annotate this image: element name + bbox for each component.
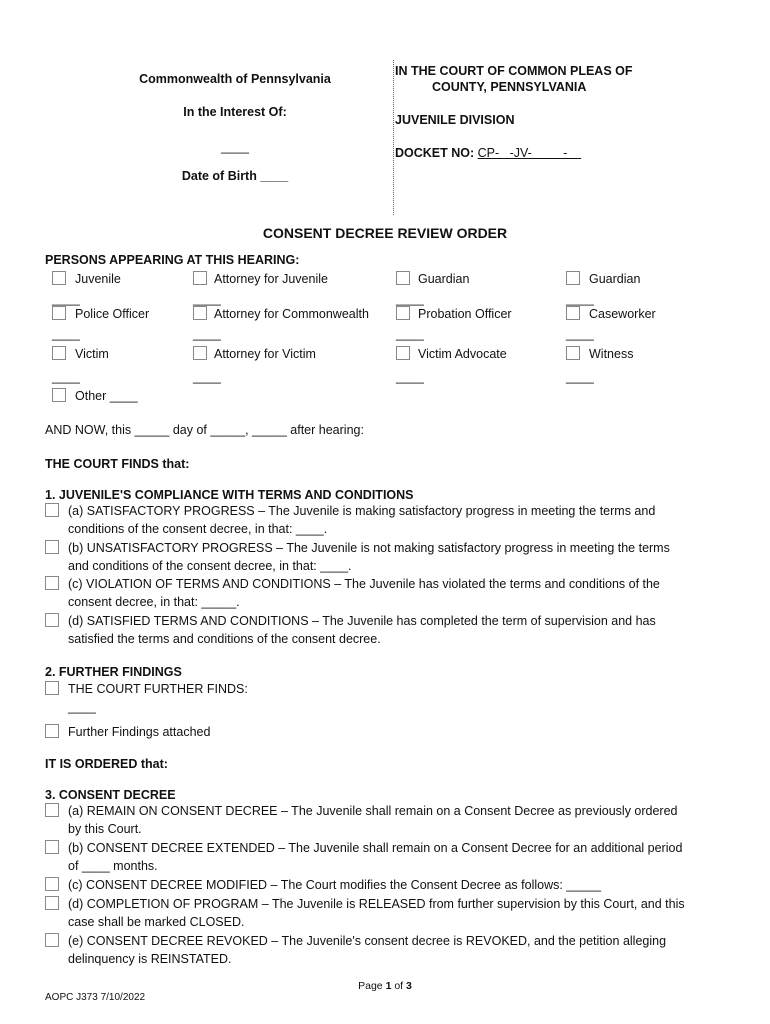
person-checkbox[interactable]: [193, 346, 207, 360]
option-checkbox[interactable]: [45, 503, 59, 517]
section1-heading: 1. JUVENILE'S COMPLIANCE WITH TERMS AND CONDITIONS: [45, 488, 414, 502]
option-text-line2: conditions of the consent decree, in that: ____.: [68, 522, 328, 536]
person-label: Police Officer: [75, 307, 150, 321]
option-checkbox[interactable]: [45, 840, 59, 854]
option-text-line1: (c) VIOLATION OF TERMS AND CONDITIONS – The Juvenile has violated the terms and conditions of the: [68, 577, 660, 591]
option-text-line1: (e) CONSENT DECREE REVOKED – The Juvenile's consent decree is REVOKED, and the petition alleging: [68, 934, 667, 948]
option-text-line2: delinquency is REINSTATED.: [68, 952, 232, 966]
person-blank[interactable]: ____: [396, 370, 424, 384]
further-finds-label: THE COURT FURTHER FINDS:: [68, 682, 248, 696]
and-now-line[interactable]: AND NOW, this _____ day of _____, _____ after hearing:: [45, 423, 364, 437]
section3-heading: 3. CONSENT DECREE: [45, 788, 176, 802]
option-text-line2: consent decree, in that: _____.: [68, 595, 240, 609]
option-text-line2: and conditions of the consent decree, in that: ____.: [68, 559, 352, 573]
option-text-line2: by this Court.: [68, 822, 142, 836]
person-blank[interactable]: ____: [52, 370, 80, 384]
page-current: 1: [385, 980, 392, 992]
person-label: Victim Advocate: [418, 347, 507, 361]
persons-heading: PERSONS APPEARING AT THIS HEARING:: [45, 253, 300, 267]
findings-attached-label: Further Findings attached: [68, 725, 211, 739]
option-text-line2: satisfied the terms and conditions of the consent decree.: [68, 632, 381, 646]
person-label: Probation Officer: [418, 307, 512, 321]
option-text-line1: (d) SATISFIED TERMS AND CONDITIONS – The Juvenile has completed the term of supervision and has: [68, 614, 656, 628]
person-label: Witness: [589, 347, 634, 361]
person-checkbox[interactable]: [52, 388, 66, 402]
header-divider: [393, 60, 394, 215]
option-text-line1: (b) UNSATISFACTORY PROGRESS – The Juvenile is not making satisfactory progress in meeting the terms: [68, 541, 670, 555]
person-blank[interactable]: ____: [52, 327, 80, 341]
option-text-line1: (b) CONSENT DECREE EXTENDED – The Juvenile shall remain on a Consent Decree for an additional period: [68, 841, 683, 855]
person-label: Guardian: [418, 272, 470, 286]
person-checkbox[interactable]: [396, 271, 410, 285]
form-id: AOPC J373 7/10/2022: [45, 992, 146, 1003]
person-checkbox[interactable]: [193, 271, 207, 285]
person-label: Victim: [75, 347, 109, 361]
person-blank[interactable]: ____: [566, 370, 594, 384]
page-of: of: [391, 980, 407, 992]
page-total: 3: [406, 980, 412, 992]
person-label: Other ____: [75, 389, 138, 403]
person-blank[interactable]: ____: [566, 327, 594, 341]
person-blank[interactable]: ____: [52, 292, 80, 306]
commonwealth-title: Commonwealth of Pennsylvania: [139, 72, 331, 86]
person-blank[interactable]: ____: [193, 292, 221, 306]
person-checkbox[interactable]: [566, 271, 580, 285]
option-text-line1: (c) CONSENT DECREE MODIFIED – The Court modifies the Consent Decree as follows: _____: [68, 878, 602, 892]
option-text-line1: (d) COMPLETION OF PROGRAM – The Juvenile is RELEASED from further supervision by this Court, and this: [68, 897, 685, 911]
section2-heading: 2. FURTHER FINDINGS: [45, 665, 182, 679]
person-blank[interactable]: ____: [193, 327, 221, 341]
option-text-line1: (a) SATISFACTORY PROGRESS – The Juvenile is making satisfactory progress in meeting the terms and: [68, 504, 656, 518]
person-checkbox[interactable]: [566, 306, 580, 320]
interest-of-label: In the Interest Of:: [183, 105, 287, 119]
further-finds-checkbox[interactable]: [45, 681, 59, 695]
court-name-line1: IN THE COURT OF COMMON PLEAS OF: [395, 64, 633, 78]
option-checkbox[interactable]: [45, 613, 59, 627]
person-label: Caseworker: [589, 307, 656, 321]
person-checkbox[interactable]: [193, 306, 207, 320]
person-checkbox[interactable]: [396, 306, 410, 320]
person-checkbox[interactable]: [52, 271, 66, 285]
person-checkbox[interactable]: [396, 346, 410, 360]
option-checkbox[interactable]: [45, 540, 59, 554]
page-prefix: Page: [358, 980, 386, 992]
division-label: JUVENILE DIVISION: [395, 113, 515, 127]
option-text-line1: (a) REMAIN ON CONSENT DECREE – The Juvenile shall remain on a Consent Decree as previously ordered: [68, 804, 678, 818]
findings-attached-checkbox[interactable]: [45, 724, 59, 738]
page-title: CONSENT DECREE REVIEW ORDER: [262, 225, 508, 241]
person-label: Attorney for Victim: [214, 347, 316, 361]
docket-row: [395, 144, 581, 162]
date-of-birth[interactable]: Date of Birth ____: [181, 169, 289, 183]
person-label: Attorney for Commonwealth: [214, 307, 369, 321]
further-finds-blank[interactable]: ____: [68, 700, 96, 714]
option-checkbox[interactable]: [45, 933, 59, 947]
juvenile-name-blank[interactable]: ____: [221, 140, 249, 154]
docket-number-field[interactable]: CP- -JV- -: [477, 146, 582, 160]
option-checkbox[interactable]: [45, 803, 59, 817]
person-checkbox[interactable]: [52, 346, 66, 360]
docket-label: DOCKET NO:: [395, 146, 475, 160]
person-blank[interactable]: ____: [396, 292, 424, 306]
person-label: Juvenile: [75, 272, 121, 286]
option-text-line2: case shall be marked CLOSED.: [68, 915, 245, 929]
court-name-line2: COUNTY, PENNSYLVANIA: [432, 80, 587, 94]
option-checkbox[interactable]: [45, 896, 59, 910]
person-checkbox[interactable]: [52, 306, 66, 320]
it-is-ordered-heading: IT IS ORDERED that:: [45, 757, 168, 771]
option-text-line2: of ____ months.: [68, 859, 158, 873]
option-checkbox[interactable]: [45, 576, 59, 590]
person-checkbox[interactable]: [566, 346, 580, 360]
person-label: Guardian: [589, 272, 641, 286]
option-checkbox[interactable]: [45, 877, 59, 891]
court-finds-heading: THE COURT FINDS that:: [45, 457, 190, 471]
person-label: Attorney for Juvenile: [214, 272, 328, 286]
person-blank[interactable]: ____: [566, 292, 594, 306]
person-blank[interactable]: ____: [193, 370, 221, 384]
person-blank[interactable]: ____: [396, 327, 424, 341]
